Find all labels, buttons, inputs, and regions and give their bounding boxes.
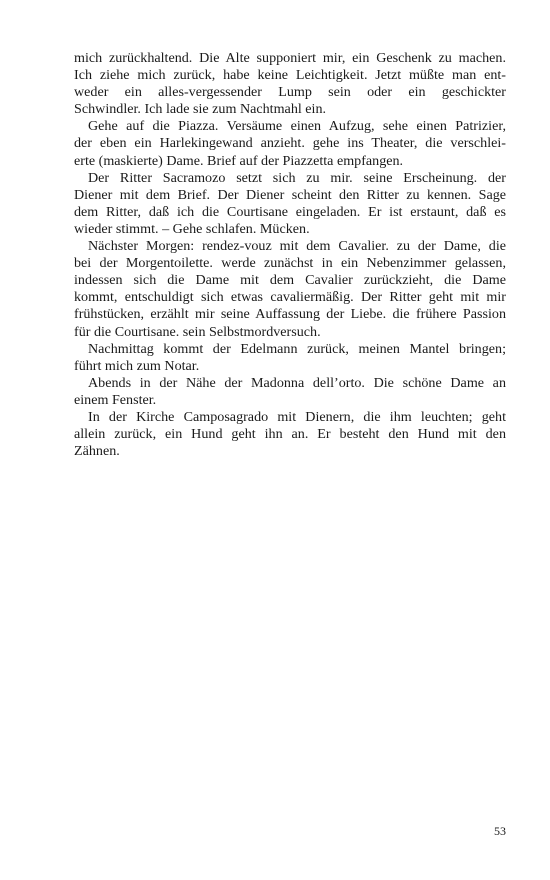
text-line: Nachmittag kommt der Edelmann zurück, meinen Mantel bringen; xyxy=(88,340,506,357)
text-line: wieder stimmt. – Gehe schlafen. Mücken. xyxy=(74,220,310,237)
paragraph xyxy=(74,50,506,118)
text-line: Abends in der Nähe der Madonna dell’orto. Die schöne Dame an xyxy=(88,374,506,391)
text-line: allein zurück, ein Hund geht ihn an. Er besteht den Hund mit den xyxy=(74,426,506,443)
text-line: frühstücken, erzählt mir seine Auffassung der Liebe. die frühere Passion xyxy=(74,306,506,323)
text-line: indessen sich die Dame mit dem Cavalier zurückzieht, die Dame xyxy=(74,272,506,289)
paragraph xyxy=(74,238,506,341)
paragraph xyxy=(74,409,506,460)
paragraph xyxy=(74,118,506,169)
text-line: für die Courtisane. sein Selbstmordversuch. xyxy=(74,323,321,340)
text-line: bei der Morgentoilette. werde zunächst in ein Nebenzimmer gelassen, xyxy=(74,255,506,272)
text-line: Diener mit dem Brief. Der Diener scheint den Ritter zu kennen. Sage xyxy=(74,186,506,203)
paragraph xyxy=(74,375,506,409)
text-line: mich zurückhaltend. Die Alte supponiert mir, ein Geschenk zu machen. xyxy=(74,50,506,66)
text-line: Ich ziehe mich zurück, habe keine Leichtigkeit. Jetzt müßte man ent- xyxy=(74,67,506,84)
text-line: Gehe auf die Piazza. Versäume einen Aufzug, sehe einen Patrizier, xyxy=(88,118,506,135)
paragraph xyxy=(74,341,506,375)
text-line: Schwindler. Ich lade sie zum Nachtmahl ein. xyxy=(74,101,327,118)
text-line: erte (maskierte) Dame. Brief auf der Piazzetta empfangen. xyxy=(74,152,404,169)
page-number: 53 xyxy=(494,824,506,838)
text-line: Zähnen. xyxy=(74,443,120,460)
text-line: führt mich zum Notar. xyxy=(74,357,200,374)
text-line: In der Kirche Camposagrado mit Dienern, die ihm leuchten; geht xyxy=(88,408,506,425)
text-line: Der Ritter Sacramozo setzt sich zu mir. seine Erscheinung. der xyxy=(88,169,506,186)
text-line: einem Fenster. xyxy=(74,391,157,408)
text-line: kommt, entschuldigt sich etwas cavaliermäßig. Der Ritter geht mit mir xyxy=(74,289,506,306)
text-line: Nächster Morgen: rendez-vouz mit dem Cavalier. zu der Dame, die xyxy=(88,238,506,255)
text-line: der eben ein Harlekingewand anzieht. gehe ins Theater, die verschlei- xyxy=(74,135,506,152)
body-text xyxy=(74,50,506,460)
paragraph xyxy=(74,170,506,238)
text-line: dem Ritter, daß ich die Courtisane eingeladen. Er ist erstaunt, daß es xyxy=(74,203,506,220)
text-line: weder ein alles-vergessender Lump sein oder ein geschickter xyxy=(74,84,506,101)
